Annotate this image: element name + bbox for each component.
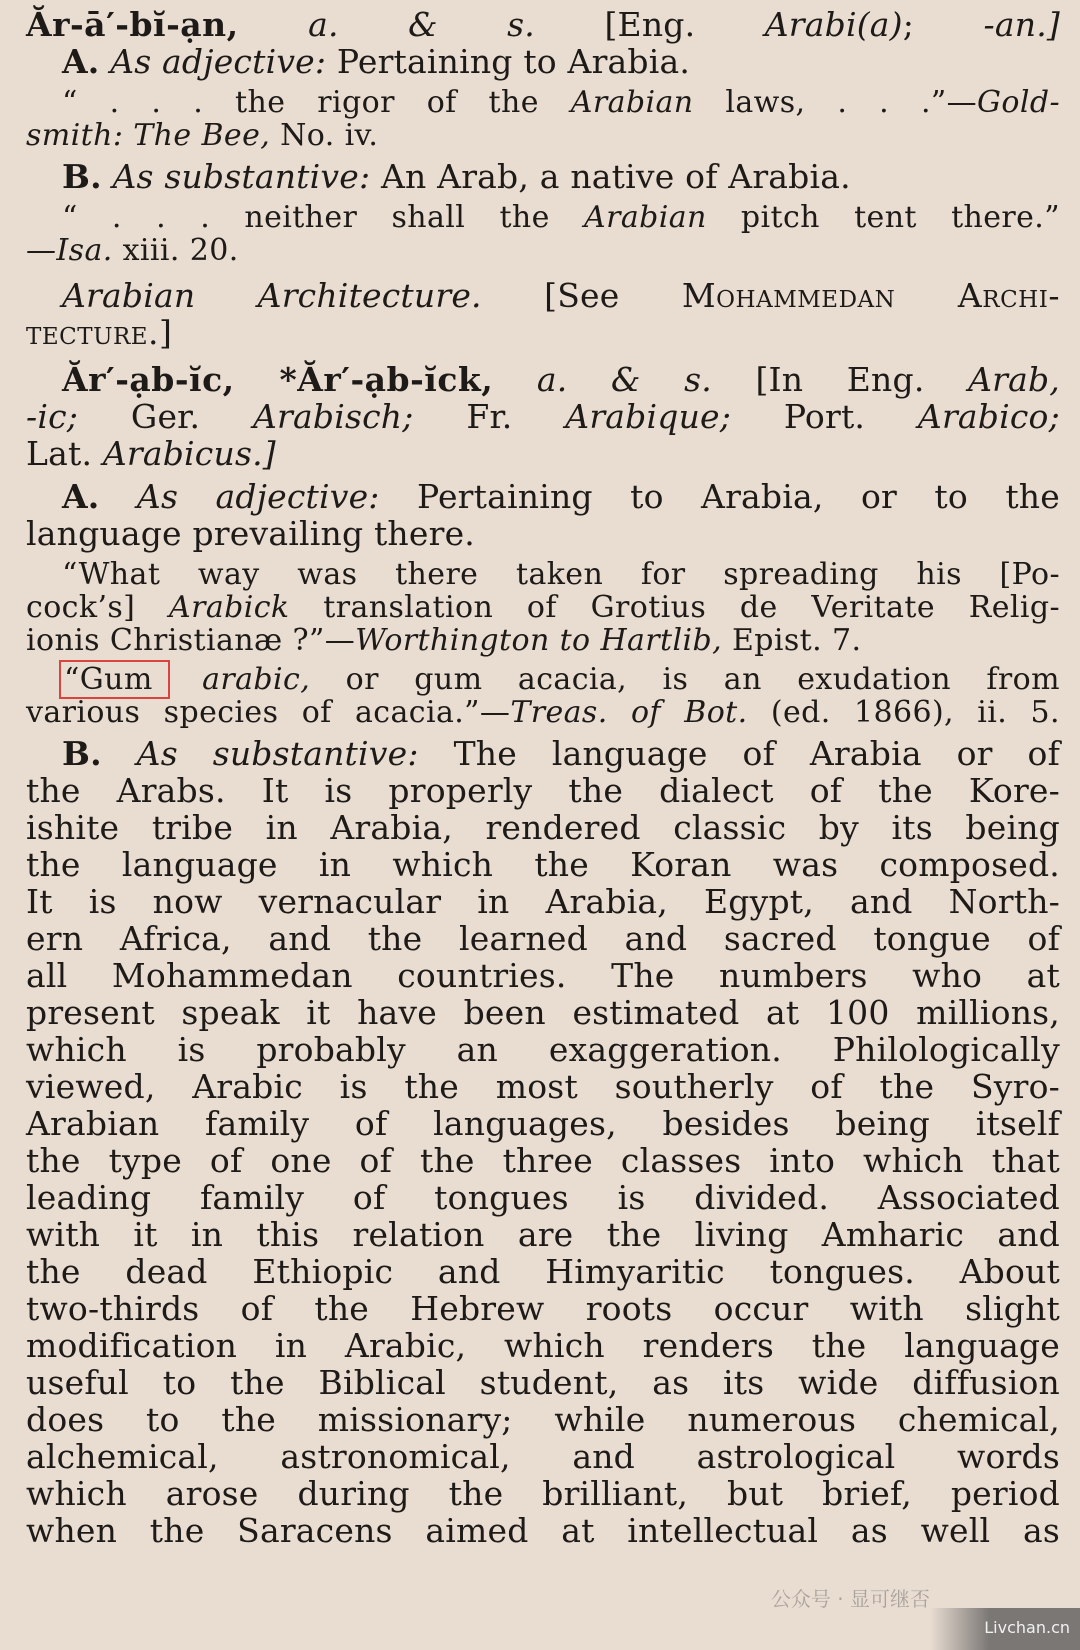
watermark-account: 公众号 · 显可继否: [770, 1587, 930, 1611]
paragraph-line: all Mohammedan countries. The numbers who at: [26, 956, 1060, 995]
sense-b-arabic: B. As substantive: The language of Arabia or of: [62, 734, 1060, 773]
paragraph-line: which is probably an exaggeration. Philologically: [26, 1030, 1060, 1069]
paragraph-line: does to the missionary; while numerous chemical,: [26, 1400, 1060, 1439]
headword-arabic: Ăr′-ạb-ĭc, *Ăr′-ạb-ĭck,: [62, 360, 494, 399]
paragraph-line: alchemical, astronomical, and astrological words: [26, 1437, 1060, 1476]
paragraph-line: the type of one of the three classes into which that: [26, 1141, 1060, 1180]
sense-a-arabian: A. As adjective: Pertaining to Arabia.: [62, 42, 691, 81]
paragraph-line: two-thirds of the Hebrew roots occur with slight: [26, 1289, 1060, 1328]
paragraph-line: ern Africa, and the learned and sacred tongue of: [26, 919, 1060, 958]
quote-isaiah-source: —Isa. xiii. 20.: [26, 233, 239, 268]
arabian-architecture-ref: Arabian Architecture. [See Mohammedan Archi-: [62, 276, 1060, 315]
watermark-site: Livchan.cn: [930, 1608, 1080, 1650]
paragraph-line: modification in Arabic, which renders the language: [26, 1326, 1060, 1365]
entry-arabic-headline: Ăr′-ạb-ĭc, *Ăr′-ạb-ĭck, a. & s. [In Eng. Arab,: [62, 360, 1060, 399]
entry-arabian-headline: Ăr-ā′-bĭ-ạn, a. & s. [Eng. Arabi(a); -an.]: [26, 5, 1060, 44]
quote-goldsmith-source: smith: The Bee, No. iv.: [26, 118, 379, 153]
headword-arabian: Ăr-ā′-bĭ-ạn,: [26, 5, 239, 44]
paragraph-line: the language in which the Koran was composed.: [26, 845, 1060, 884]
paragraph-line: the dead Ethiopic and Himyaritic tongues. About: [26, 1252, 1060, 1291]
paragraph-line: the Arabs. It is properly the dialect of the Kore-: [26, 771, 1060, 810]
paragraph-line: Arabian family of languages, besides being itself: [26, 1104, 1060, 1143]
paragraph-line: viewed, Arabic is the most southerly of the Syro-: [26, 1067, 1060, 1106]
sense-a-arabic: A. As adjective: Pertaining to Arabia, or to the: [62, 477, 1060, 516]
quote-goldsmith: “ . . . the rigor of the Arabian laws, . . .”—Gold-: [62, 85, 1061, 120]
paragraph-line: useful to the Biblical student, as its wide diffusion: [26, 1363, 1060, 1402]
paragraph-line: which arose during the brilliant, but brief, period: [26, 1474, 1060, 1513]
paragraph-line: when the Saracens aimed at intellectual as well as: [26, 1511, 1060, 1550]
quote-worthington: “What way was there taken for spreading his [Po-: [62, 557, 1060, 592]
paragraph-line: with it in this relation are the living Amharic and: [26, 1215, 1060, 1254]
paragraph-line: present speak it have been estimated at 100 millions,: [26, 993, 1060, 1032]
quote-isaiah: “ . . . neither shall the Arabian pitch tent there.”: [62, 200, 1060, 235]
quote-gum-arabic: “Gum arabic, or gum acacia, is an exudation from: [64, 662, 1060, 697]
highlight-box-gum: “Gum: [62, 663, 167, 696]
paragraph-line: ishite tribe in Arabia, rendered classic by its being: [26, 808, 1060, 847]
sense-b-arabian: B. As substantive: An Arab, a native of Arabia.: [62, 157, 851, 196]
paragraph-line: leading family of tongues is divided. Associated: [26, 1178, 1060, 1217]
dictionary-page: Ăr-ā′-bĭ-ạn, a. & s. [Eng. Arabi(a); -an.] A. As adjective: Pertaining to Arabia. “ . . . the rigor of the Arabian laws, . . .”—Gold- smith: The Bee, No. iv. B. As substantive: An Arab, a native of Arabia. “ . . . neither shall the Arabian pitch tent there.” —Isa. xiii. 20. Arabian Architecture. [See Mohammedan Archi- tecture.] Ăr′-ạb-ĭc, *Ăr′-ạb-ĭck, a. & s. [In Eng. Arab, -ic; Ger. Arabisch; Fr. Arabique; Port. Arabico; Lat. Arabicus.] A. As adjective: Pertaining to Arabia, or to the language prevailing there. “What way was there taken for spreading his [Po- cock’s] Arabick translation of Grotius de Veritate Relig- ionis Christianæ ?”—Worthington to Hartlib, Epist. 7. “Gum arabic, or gum acacia, is an exudation from various species of acacia.”—Treas. of Bot. (ed. 1866), ii. 5. B. As substantive: The language of Arabia or of the Arabs. It is properly the dialect of the Kore- ishite tribe in Arabia, rendered classic by its being the language in which the Koran was composed. It is now vernacular in Arabia, Egypt, and North- ern Africa, and the learned and sacred tongue of all Mohammedan countries. The numbers who at present speak it have been estimated at 100 millions, which is probably an exaggeration. Philologically viewed, Arabic is the most southerly of the Syro- Arabian family of languages, besides being itself the type of one of the three classes into which that leading family of tongues is divided. Associated with it in this relation are the living Amharic and the dead Ethiopic and Himyaritic tongues. About two-thirds of the Hebrew roots occur with slight modification in Arabic, which renders the language useful to the Biblical student, as its wide diffusion does to the missionary; while numerous chemical, alchemical, astronomical, and astrological words which arose during the brilliant, but brief, period when the Saracens aimed at intellectual as well as: [26, 5, 1061, 1550]
sense-b-paragraph: [26, 772, 1060, 1549]
paragraph-line: It is now vernacular in Arabia, Egypt, and North-: [26, 882, 1060, 921]
